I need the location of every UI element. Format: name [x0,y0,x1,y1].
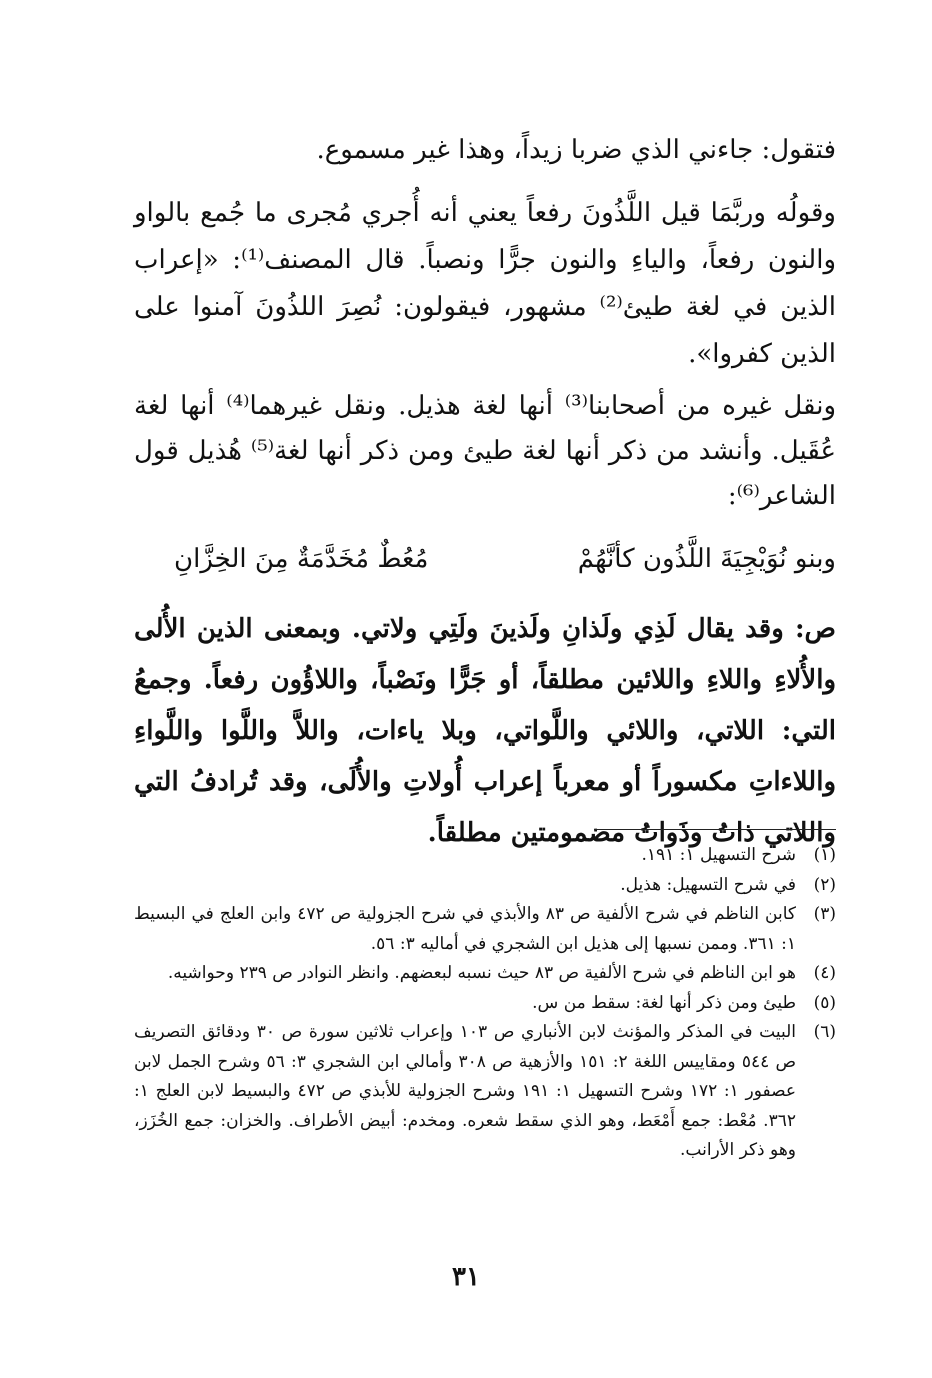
footnote-text: شرح التسهيل ١: ١٩١. [641,845,796,865]
footnote-text: البيت في المذكر والمؤنث لابن الأنباري ص ١٠٣ وإعراب ثلاثين سورة ص ٣٠ ودقائق التصريف ص ٥٤٤ ومقاييس اللغة ٢: ١٥١ والأزهية ص ٣٠٨ وأمالي ابن الشجري ٣: ٥٦ وشرح الجمل لابن عصفور ١: ١٧٢ وشرح التسهيل ١: ١٩١ وشرح الجزولية للأبذي ص ٤٧٢ والبسيط لابن العلج ١: ٣٦٢. مُعْط: جمع أَمْعَط، وهو الذي سقط شعره. ومخدم: أبيض الأطراف. والخزان: جمع الخُزَز، وهو ذكر الأرانب. [134,1022,797,1160]
paragraph-attribution: ونقل غيره من أصحابنا⁽³⁾ أنها لغة هذيل. ونقل غيرهما⁽⁴⁾ أنها لغة عُقَيل. وأنشد من ذكر أنها لغة طيئ ومن ذكر أنها لغة⁽⁵⁾ هُذيل قول الشاعر⁽⁶⁾: [134,391,837,511]
footnote-item [134,959,836,989]
footnote-item [134,841,836,871]
footnotes-list [134,841,836,1166]
footnote-number: (٦) [813,1022,836,1042]
footnote-item [134,1018,836,1166]
verse-first-hemistich: وبنو نُوَيْجِيَةَ اللَّذُون كأنَّهُمْ [577,544,836,574]
footnote-text: في شرح التسهيل: هذيل. [620,874,796,895]
footnote-number: (١) [813,845,836,865]
footnote-number: (٥) [813,992,836,1013]
paragraph-intro: فتقول: جاءني الذي ضربا زيداً، وهذا غير مسموع. [316,135,836,165]
page-number: ٣١ [452,1262,480,1292]
footnote-separator [594,829,836,830]
footnote-text: طيئ ومن ذكر أنها لغة: سقط من س. [532,992,796,1013]
footnote-item [134,989,836,1019]
footnote-number: (٢) [813,874,836,895]
footnote-item [134,900,836,959]
footnote-text: هو ابن الناظم في شرح الألفية ص ٨٣ حيث نسبه لبعضهم. وانظر النوادر ص ٢٣٩ وحواشيه. [167,963,796,983]
footnote-text: كابن الناظم في شرح الألفية ص ٨٣ والأبذي في شرح الجزولية ص ٤٧٢ وابن العلج في البسيط ١: ٣٦١. وممن نسبها إلى هذيل ابن الشجري في أماليه ٣: ٥٦. [134,904,796,954]
paragraph-main-text: ص: وقد يقال لَذِي ولَذانِ ولَذينَ ولَتِي ولاتي. وبمعنى الذين الأُلى والأُلاءِ واللاءِ واللائين مطلقاً، أو جَرًّا ونَصْباً، واللاؤُون رفعاً. وجمعُ التي: اللاتي، واللائي واللَّواتي، وبلا ياءات، واللاَّ واللَّوا واللَّواءِ واللاءاتِ مكسوراً أو معرباً إعراب أُولاتِ والأُلَى، وقد تُرادفُ التي واللاتي ذاتُ وذَواتُ مضمومتين مطلقاً. [134,614,836,848]
poetry-verse [134,534,836,584]
footnote-item [134,871,836,901]
verse-second-hemistich: مُعُطٌ مُخَدَّمَةٌ مِنَ الخِزَّانِ [174,544,429,574]
footnote-number: (٤) [813,963,836,983]
paragraph-grammar-quote: وقولُه وربَّمَا قيل اللَّذُونَ رفعاً يعني أنه أُجري مُجرى ما جُمع بالواو والنون رفعاً، والياءِ والنون جرًّا ونصباً. قال المصنف⁽¹⁾: «إعراب الذين في لغة طيئ⁽²⁾ مشهور، فيقولون: نُصِرَ اللذُونَ آمنوا على الذين كفروا». [134,198,836,369]
footnote-number: (٣) [813,904,836,924]
